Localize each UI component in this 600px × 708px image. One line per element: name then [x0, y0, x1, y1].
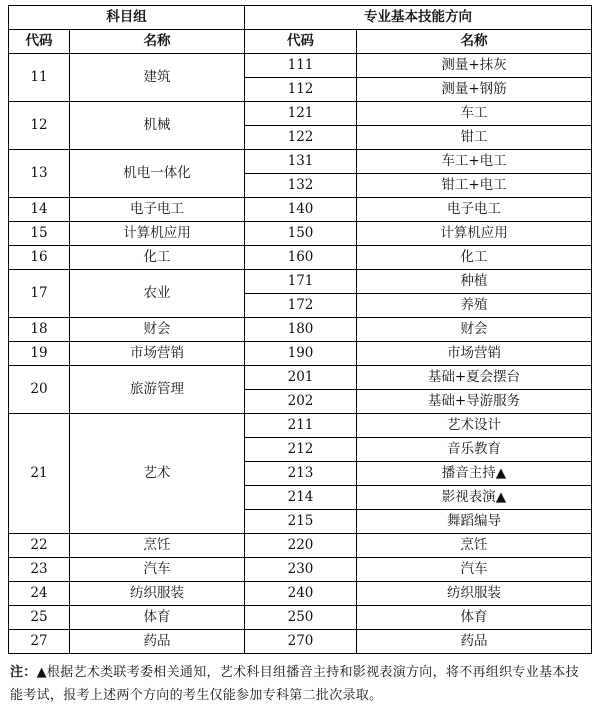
footnote-label: 注：	[10, 665, 37, 680]
group-name-cell: 体育	[70, 606, 245, 630]
direction-name-cell: 市场营销	[357, 342, 592, 366]
group-code-cell: 23	[9, 558, 70, 582]
group-name-cell: 计算机应用	[70, 222, 245, 246]
group-code-cell: 21	[9, 414, 70, 534]
direction-code-cell: 212	[245, 438, 357, 462]
group-name-cell: 建筑	[70, 54, 245, 102]
table-row	[9, 318, 592, 342]
direction-name-cell: 测量+抹灰	[357, 54, 592, 78]
direction-code-cell: 112	[245, 78, 357, 102]
group-code-cell: 12	[9, 102, 70, 150]
direction-code-cell: 150	[245, 222, 357, 246]
direction-header: 专业基本技能方向	[245, 6, 592, 30]
table-row	[9, 558, 592, 582]
direction-code-cell: 111	[245, 54, 357, 78]
direction-code-cell: 220	[245, 534, 357, 558]
direction-name-cell: 车工	[357, 102, 592, 126]
group-name-cell: 烹饪	[70, 534, 245, 558]
direction-code-cell: 131	[245, 150, 357, 174]
direction-name-cell: 药品	[357, 630, 592, 654]
direction-code-cell: 270	[245, 630, 357, 654]
table-row	[9, 582, 592, 606]
direction-name-cell: 播音主持▲	[357, 462, 592, 486]
table-row	[9, 246, 592, 270]
direction-name-cell: 烹饪	[357, 534, 592, 558]
direction-name-cell: 测量+钢筋	[357, 78, 592, 102]
direction-name-cell: 计算机应用	[357, 222, 592, 246]
direction-code-cell: 230	[245, 558, 357, 582]
table-row	[9, 606, 592, 630]
direction-code-cell: 132	[245, 174, 357, 198]
group-name-cell: 纺织服装	[70, 582, 245, 606]
direction-code-header: 代码	[245, 30, 357, 54]
footnote	[10, 661, 592, 707]
direction-name-cell: 化工	[357, 246, 592, 270]
table-row	[9, 630, 592, 654]
direction-name-cell: 种植	[357, 270, 592, 294]
table-column-header-row	[9, 30, 592, 54]
table-title-row	[9, 6, 592, 30]
direction-code-cell: 201	[245, 366, 357, 390]
table-row	[9, 414, 592, 438]
direction-name-cell: 基础+导游服务	[357, 390, 592, 414]
table-row	[9, 366, 592, 390]
group-name-cell: 机械	[70, 102, 245, 150]
group-name-cell: 化工	[70, 246, 245, 270]
group-name-cell: 农业	[70, 270, 245, 318]
group-code-cell: 15	[9, 222, 70, 246]
table-row	[9, 270, 592, 294]
subject-table	[8, 5, 592, 654]
direction-code-cell: 122	[245, 126, 357, 150]
direction-name-cell: 钳工+电工	[357, 174, 592, 198]
direction-code-cell: 190	[245, 342, 357, 366]
direction-code-cell: 171	[245, 270, 357, 294]
direction-name-cell: 电子电工	[357, 198, 592, 222]
group-code-cell: 14	[9, 198, 70, 222]
group-name-cell: 机电一体化	[70, 150, 245, 198]
direction-name-header: 名称	[357, 30, 592, 54]
table-row	[9, 150, 592, 174]
direction-name-cell: 车工+电工	[357, 150, 592, 174]
direction-code-cell: 250	[245, 606, 357, 630]
direction-name-cell: 养殖	[357, 294, 592, 318]
table-row	[9, 102, 592, 126]
footnote-text: ▲根据艺术类联考委相关通知，艺术科目组播音主持和影视表演方向，将不再组织专业基本技能考试，报考上述两个方向的考生仅能参加专科第二批次录取。	[10, 665, 579, 703]
direction-name-cell: 钳工	[357, 126, 592, 150]
direction-name-cell: 体育	[357, 606, 592, 630]
group-name-cell: 电子电工	[70, 198, 245, 222]
group-code-cell: 25	[9, 606, 70, 630]
table-row	[9, 198, 592, 222]
group-header: 科目组	[9, 6, 245, 30]
direction-name-cell: 艺术设计	[357, 414, 592, 438]
direction-code-cell: 202	[245, 390, 357, 414]
direction-code-cell: 213	[245, 462, 357, 486]
group-code-cell: 22	[9, 534, 70, 558]
direction-name-cell: 财会	[357, 318, 592, 342]
direction-code-cell: 160	[245, 246, 357, 270]
group-name-cell: 市场营销	[70, 342, 245, 366]
group-code-cell: 27	[9, 630, 70, 654]
group-code-cell: 24	[9, 582, 70, 606]
group-name-cell: 财会	[70, 318, 245, 342]
group-code-header: 代码	[9, 30, 70, 54]
table-body	[9, 54, 592, 654]
direction-name-cell: 纺织服装	[357, 582, 592, 606]
group-code-cell: 20	[9, 366, 70, 414]
group-code-cell: 11	[9, 54, 70, 102]
table-row	[9, 342, 592, 366]
direction-code-cell: 240	[245, 582, 357, 606]
direction-code-cell: 121	[245, 102, 357, 126]
direction-name-cell: 音乐教育	[357, 438, 592, 462]
group-code-cell: 17	[9, 270, 70, 318]
direction-code-cell: 140	[245, 198, 357, 222]
direction-code-cell: 215	[245, 510, 357, 534]
group-code-cell: 16	[9, 246, 70, 270]
group-name-cell: 汽车	[70, 558, 245, 582]
direction-code-cell: 214	[245, 486, 357, 510]
group-name-cell: 艺术	[70, 414, 245, 534]
group-code-cell: 18	[9, 318, 70, 342]
direction-code-cell: 180	[245, 318, 357, 342]
group-name-header: 名称	[70, 30, 245, 54]
table-row	[9, 534, 592, 558]
direction-name-cell: 汽车	[357, 558, 592, 582]
group-code-cell: 13	[9, 150, 70, 198]
direction-code-cell: 211	[245, 414, 357, 438]
group-name-cell: 旅游管理	[70, 366, 245, 414]
table-row	[9, 54, 592, 78]
direction-name-cell: 基础+夏会摆台	[357, 366, 592, 390]
direction-name-cell: 影视表演▲	[357, 486, 592, 510]
group-name-cell: 药品	[70, 630, 245, 654]
group-code-cell: 19	[9, 342, 70, 366]
direction-name-cell: 舞蹈编导	[357, 510, 592, 534]
table-row	[9, 222, 592, 246]
direction-code-cell: 172	[245, 294, 357, 318]
